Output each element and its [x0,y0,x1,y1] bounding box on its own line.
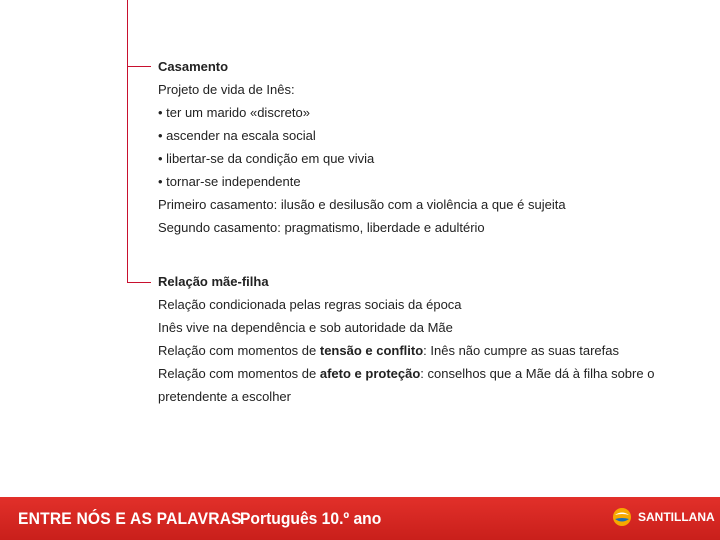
bullet-item: • libertar-se da condição em que vivia [158,151,375,166]
emphasis-text: afeto e proteção [319,366,421,381]
text-line: Primeiro casamento: ilusão e desilusão com a violência a que é sujeita [158,197,566,212]
text-line: Inês vive na dependência e sob autoridade da Mãe [158,320,453,335]
footer-bar [0,497,720,540]
emphasis-text: tensão e conflito [319,343,424,358]
section-heading: Casamento [158,59,229,74]
text-fragment: Relação com momentos de [158,366,320,381]
text-line: Projeto de vida de Inês: [158,82,295,97]
text-line [158,339,688,362]
section-casamento [158,55,688,239]
text-fragment: : Inês não cumpre as suas tarefas [423,343,619,358]
bullet-item: • ter um marido «discreto» [158,105,310,120]
tree-branch-relacao [127,282,151,283]
text-line [158,362,688,408]
section-heading: Relação mãe-filha [158,274,269,289]
brand [612,507,715,527]
brand-name: SANTILLANA [638,510,715,524]
footer-title: ENTRE NÓS E AS PALAVRAS [18,509,242,528]
bullet-item: • ascender na escala social [158,128,316,143]
bullet-item: • tornar-se independente [158,174,301,189]
text-fragment: Relação com momentos de [158,343,320,358]
text-fragment: : conselhos que a Mãe dá à filha sobre o pretendente a escolher [158,366,655,404]
footer-subject: Português 10.º ano [240,509,382,528]
section-relacao-mae-filha [158,270,688,408]
tree-vertical-line [127,0,128,283]
tree-branch-casamento [127,66,151,67]
text-line: Segundo casamento: pragmatismo, liberdade e adultério [158,220,485,235]
text-line: Relação condicionada pelas regras sociais da época [158,297,462,312]
santillana-logo-icon [612,507,632,527]
